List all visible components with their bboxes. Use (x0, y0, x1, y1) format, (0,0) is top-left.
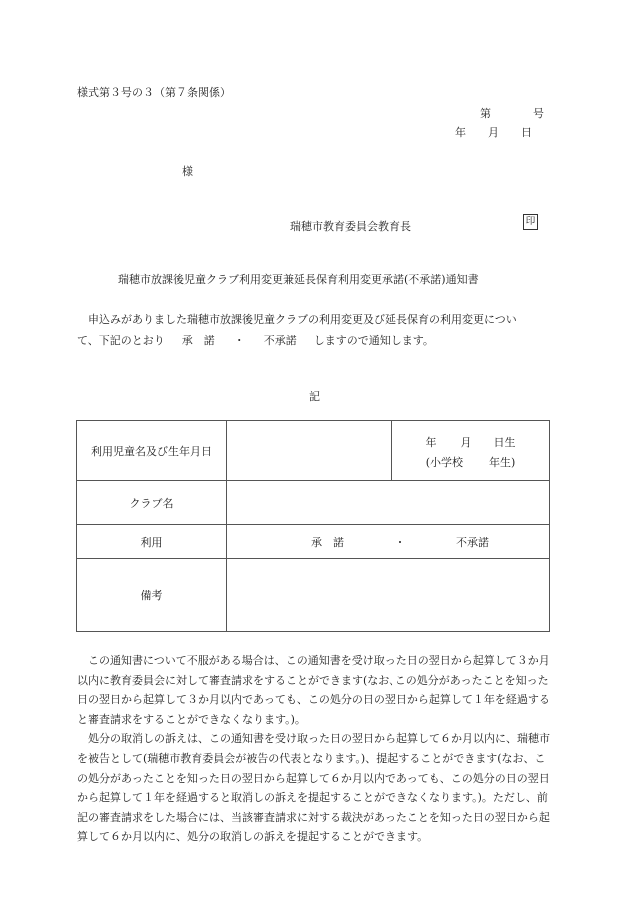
use-reject: 不承諾 (456, 535, 489, 549)
row-label-remarks: 備考 (77, 559, 227, 632)
birth-month: 月 (460, 436, 472, 449)
details-table (76, 420, 550, 632)
document-number (480, 105, 544, 121)
intro-suffix: しますので通知します。 (313, 334, 434, 347)
table-row (77, 421, 550, 481)
intro-choice-accept: 承 諾 (181, 334, 215, 347)
birth-year: 年 (425, 436, 437, 449)
row-label-club: クラブ名 (77, 481, 227, 525)
date-day: 日 (521, 126, 532, 139)
intro-choice-sep: ・ (233, 334, 245, 347)
issuer-name: 瑞穂市教育委員会教育長 (290, 220, 411, 233)
table-row (77, 481, 550, 525)
use-sep: ・ (394, 535, 406, 549)
seal-mark: 印 (523, 214, 538, 230)
row-label-use: 利用 (77, 525, 227, 559)
intro-paragraph (77, 309, 555, 351)
notes-paragraph-1: この通知書について不服がある場合は、この通知書を受け取った日の翌日から起算して３か月以内に教育委員会に対して審査請求をすることができます(なお､この処分があったことを知った日の翌日から起算して３か月以内であっても、この処分の日の翌日から起算して１年を経過すると審査請求をすることができなくなります。)。 (77, 654, 550, 726)
notes-paragraph-2: 処分の取消しの訴えは、この通知書を受け取った日の翌日から起算して６か月以内に、瑞穂市を被告として(瑞穂市教育委員会が被告の代表となります。)、提起することができます(なお、この処分があったことを知った日の翌日から起算して６か月以内であっても、この処分の日の翌日から起算して１年を経過すると取消しの訴えを提起することができなくなります。)。ただし、前記の審査請求をした場合には、当該審査請求に対する裁決があったことを知った日の翌日から起算して６か月以内に、処分の取消しの訴えを提起することができます。 (77, 732, 550, 844)
child-name-field (227, 421, 392, 480)
intro-line-2 (77, 330, 555, 351)
date-year: 年 (455, 126, 466, 139)
form-number: 様式第３号の３（第７条関係） (77, 86, 231, 99)
intro-choice-reject: 不承諾 (263, 334, 297, 347)
birth-date-field (392, 421, 549, 480)
club-name-field (227, 481, 550, 525)
use-accept: 承 諾 (311, 535, 344, 549)
addressee-suffix: 様 (182, 165, 193, 178)
school-grade: 年生) (489, 456, 516, 469)
table-row (77, 525, 550, 559)
doc-number-go: 号 (533, 107, 544, 120)
notes-section (77, 651, 555, 847)
table-row (77, 559, 550, 632)
document-date (455, 124, 532, 140)
intro-line-1: 申込みがありました瑞穂市放課後児童クラブの利用変更及び延長保育の利用変更につい (88, 313, 517, 326)
use-choice-cell (227, 525, 550, 559)
ki-heading: 記 (309, 390, 320, 403)
row-label-child: 利用児童名及び生年月日 (77, 421, 227, 481)
birth-day: 日生 (493, 436, 516, 449)
doc-number-dai: 第 (480, 107, 491, 120)
remarks-field (227, 559, 550, 632)
child-name-birth-cell (227, 421, 550, 481)
date-month: 月 (488, 126, 499, 139)
document-title: 瑞穂市放課後児童クラブ利用変更兼延長保育利用変更承諾(不承諾)通知書 (118, 273, 479, 286)
intro-prefix: て、下記のとおり (77, 334, 165, 347)
school-prefix: (小学校 (425, 456, 463, 469)
